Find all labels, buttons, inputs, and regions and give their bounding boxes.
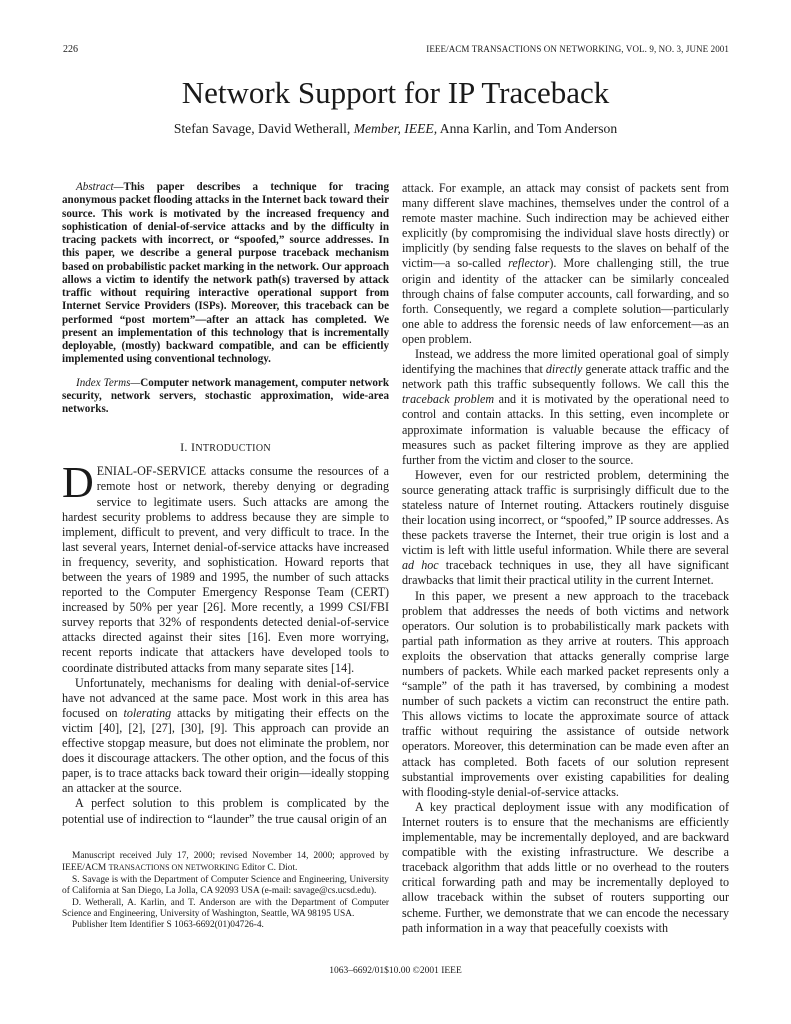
footnote-1-sc: TRANSACTIONS ON NETWORKING — [108, 863, 240, 873]
section-numeral: I. — [180, 440, 188, 455]
footnote-savage: S. Savage is with the Department of Computer Science and Engineering, University of California at San Diego, La Jolla, CA 92093 USA (e-mail: savage@cs.ucsd.edu). — [62, 874, 389, 897]
intro-p1-first: ENIAL-OF-SERVICE — [96, 464, 206, 479]
page-number: 226 — [63, 44, 78, 55]
right-p3-b: traceback techniques in use, they all have significant drawbacks that limit their practical utility in the current Internet. — [402, 558, 729, 588]
right-p2-em2: traceback problem — [402, 392, 495, 407]
footnote-publisher: Publisher Item Identifier S 1063-6692(01)04726-4. — [72, 920, 264, 931]
right-p3-a: However, even for our restricted problem, determining the source generating attack traffic is surprisingly difficult due to the stateless nature of Internet routing. Attackers routinely disguise their location using incorrect, or “spoofed,” IP source addresses. As these packets traverse the Internet, their true origin is lost and a victim is left with little useful information. While there are several — [402, 467, 729, 558]
intro-p1-rest: attacks consume the resources of a remote host or network, thereby denying or degrading service to legitimate users. Such attacks are among the hardest security problems to address because they are simple to implement, difficult to prevent, and very difficult to trace. In the last several years, Internet denial-of-service attacks have increased in frequency, severity, and sophistication. Howard reports that between the years of 1989 and 1995, the number of such attacks reported to the Computer Emergency Response Team (CERT) increased by 50% per year [26]. More recently, a 1999 CSI/FBI survey reports that 32% of respondents detected denial-of-service attacks directed against their sites [16]. Even more worrying, recent reports indicate that attackers have developed tools to coordinate distributed attacks from many separate sites [14]. — [62, 464, 389, 675]
authors-part1: Stefan Savage, David Wetherall, — [173, 121, 351, 136]
right-p2-c: and it is motivated by the operational need to control and contain attacks. In this setting, even incomplete or approximate information is valuable because the efficacy of measures such as packet filtering improve as they are applied further from the victim and closer to the source. — [402, 392, 730, 467]
right-paragraph-1 — [402, 181, 729, 347]
intro-p2-b: attacks by mitigating their effects on the victim [40], [2], [27], [30], [9]. This approach can provide an effective stopgap measure, but does not eliminate the problem, nor does it discourage attackers. The other option, and the focus of this paper, is to trace attacks back toward their origin—ideally stopping an attacker at the source. — [62, 705, 389, 796]
right-p2-em1: directly — [545, 362, 583, 377]
footnote-wetherall: D. Wetherall, A. Karlin, and T. Anderson are with the Department of Computer Science and Engineering, University of Washington, Seattle, WA 98195 USA. — [62, 897, 389, 920]
author-line — [0, 121, 791, 137]
intro-p2-a: Unfortunately, mechanisms for dealing with denial-of-service have not advanced at the same pace. Most work in this area has focused on — [62, 675, 389, 720]
right-paragraph-3 — [402, 468, 729, 589]
intro-paragraph-1 — [62, 458, 389, 675]
authors-part2: Anna Karlin, and Tom Anderson — [439, 121, 618, 136]
footnote-manuscript — [62, 851, 389, 875]
left-column — [62, 181, 389, 827]
right-p1-em: reflector — [508, 256, 550, 271]
drop-cap: D — [62, 458, 94, 508]
index-terms-text: Computer network management, computer network security, network servers, stochastic approximation, wide-area networks. — [62, 376, 389, 415]
right-paragraph-4: In this paper, we present a new approach to the traceback problem that addresses the needs of both victims and network operators. Our solution is to probabilistically mark packets with partial path information as they arrive at routers. This approach exploits the observation that attacks generally comprise large numbers of packets. While each marked packet represents only a “sample” of the path it has traversed, by combining a modest number of such packets a victim can reconstruct the entire path. This allows victims to locate the approximate source of attack traffic without requiring the assistance of outside network operators. Moreover, this determination can be made even after an attack has completed. Both facets of our solution represent substantial improvements over existing capabilities for dealing with flooding-style denial-of-service attacks. — [402, 588, 729, 799]
right-column — [402, 181, 729, 936]
abstract-label: Abstract— — [76, 181, 124, 193]
right-p2-b: generate attack traffic and the network path this traffic subsequently follows. We call this the — [402, 362, 729, 392]
right-p3-em: ad hoc — [402, 558, 439, 573]
right-paragraph-5: A key practical deployment issue with any modification of Internet routers is to ensure that the mechanisms are efficiently implementable, may be incrementally deployed, and are backward compatible with the existing infrastructure. We describe a traceback algorithm that adds little or no overhead to the routers critical forwarding path and may be incrementally deployed to allow traceback within the subset of routers supporting our scheme. Further, we demonstrate that we can encode the necessary path information in a way that peacefully coexists with — [402, 799, 729, 935]
authors-member: Member, IEEE, — [353, 121, 438, 136]
intro-paragraph-3: A perfect solution to this problem is complicated by the potential use of indirection to “launder” the true causal origin of an — [62, 796, 389, 826]
section-title-rest: NTRODUCTION — [195, 443, 271, 455]
running-header: IEEE/ACM TRANSACTIONS ON NETWORKING, VOL. 9, NO. 3, JUNE 2001 — [426, 44, 729, 54]
index-terms — [62, 377, 389, 417]
abstract — [62, 181, 389, 367]
footnote-1b: Editor C. Diot. — [239, 863, 298, 874]
section-title-cap: I — [191, 440, 196, 455]
index-terms-label: Index Terms— — [76, 376, 141, 389]
page-footer: 1063–6692/01$10.00 ©2001 IEEE — [329, 966, 462, 976]
abstract-text: This paper describes a technique for tracing anonymous packet flooding attacks in the Internet back toward their source. This work is motivated by the increased frequency and sophistication of denial-of-service attacks and by the difficulty in tracing packets with incorrect, or “spoofed,” source addresses. In this paper, we describe a general purpose traceback mechanism based on probabilistic packet marking in the network. Our approach allows a victim to identify the network path(s) traversed by attack traffic without requiring interactive operational support from Internet Service Providers (ISPs). Moreover, this traceback can be performed “post mortem”—after an attack has completed. We present an implementation of this technology that is incrementally deployable, (mostly) backward compatible, and can be efficiently implemented using conventional technology. — [62, 181, 389, 366]
right-p1-a: attack. For example, an attack may consist of packets sent from many different slave machines, themselves under the control of a remote master machine. Such indirection may be achieved either explicitly (by compromising the individual slave hosts directly) or implicitly (by sending false requests to the slaves on behalf of the victim—a so-called — [402, 181, 729, 271]
paper-title: Network Support for IP Traceback — [181, 75, 610, 110]
right-p1-b: ). More challenging still, the true origin and identity of the attacker can be similarly concealed through chains of false computer accounts, call forwarding, and so forth. Consequently, we regard a complete solution—particularly one able to address the forensic needs of law enforcement—as an open problem. — [402, 256, 730, 346]
intro-p2-em: tolerating — [123, 705, 172, 720]
right-p2-a: Instead, we address the more limited operational goal of simply identifying the machines that — [402, 347, 729, 377]
right-paragraph-2 — [402, 347, 729, 468]
intro-paragraph-2 — [62, 676, 389, 797]
footnote-1a: Manuscript received July 17, 2000; revised November 14, 2000; approved by IEEE/ACM — [62, 851, 389, 874]
section-heading — [62, 440, 389, 456]
footnotes — [62, 851, 389, 932]
